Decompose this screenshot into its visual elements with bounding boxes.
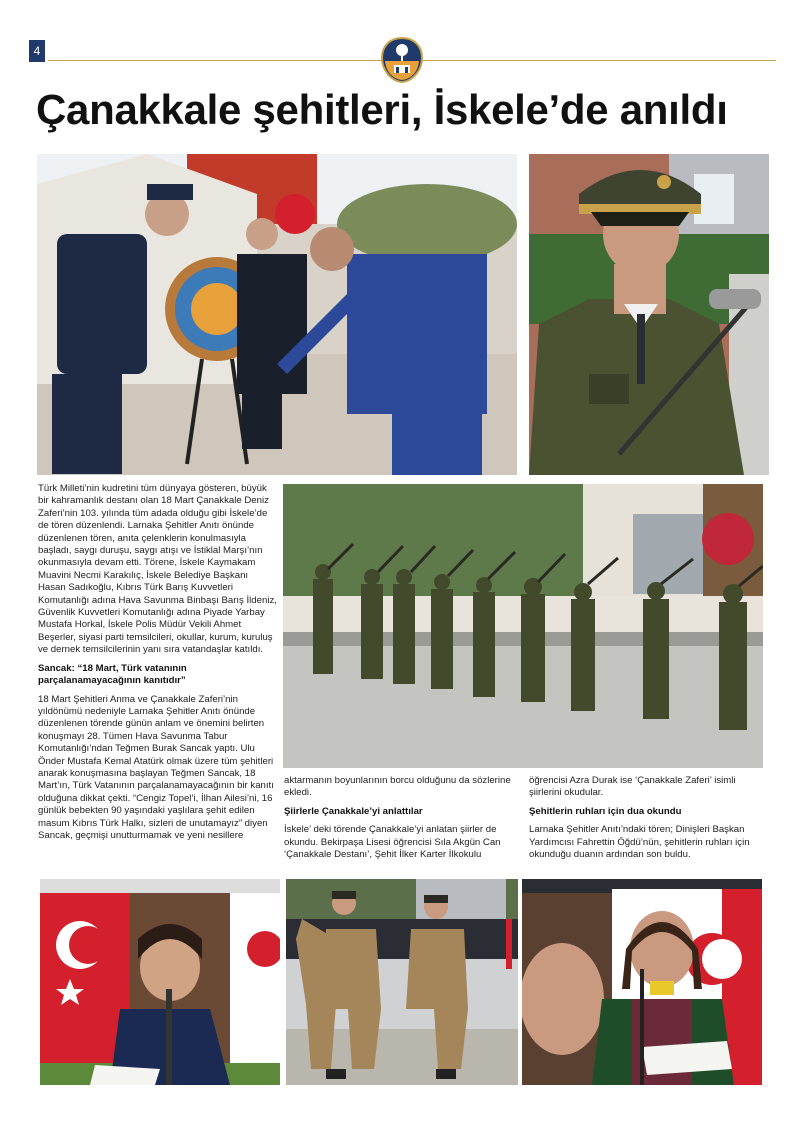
municipality-logo [381,37,423,83]
article-paragraph: İskele’ deki törende Çanakkale’yi anlatan şiirler de okundu. Bekirpaşa Lisesi öğrencisi Sıla Akgün Can ‘Çanakkale Destanı’, Şehit İlker Karter İlkokulu [284,824,501,861]
article-column-1 [38,483,278,848]
student-poem-photo-1 [40,879,280,1085]
lieutenant-speech-photo [529,154,769,475]
page-number: 4 [29,40,45,62]
article-subheading: Şehitlerin ruhları için dua okundu [529,805,682,817]
article-subheading: Sancak: “18 Mart, Türk vatanının parçalanamayacağının kanıtıdır” [38,662,187,687]
article-paragraph: öğrencisi Azra Durak ise ‘Çanakkale Zaferi’ isimli şiirlerini okudular. [529,775,736,799]
student-poem-photo-2 [522,879,762,1085]
headline: Çanakkale şehitleri, İskele’de anıldı [36,86,728,133]
article-subheading: Şiirlerle Çanakkale’yi anlattılar [284,805,423,817]
article-paragraph: Türk Milleti’nin kudretini tüm dünyaya gösteren, büyük bir kahramanlık destanı olan 18 Mart Çanakkale Deniz Zaferi’nin 103. yılında tüm adada olduğu gibi İskele’de de tören düzenlendi. Larnaka Şehitler Anıtı önünde düzenlenen tören, anıta çelenklerin konulmasıyla başladı, saygı duruşu, saygı atışı ve İstiklal Marşı’nın okunmasıyla devam etti. Törene, İskele Kaymakam Muavini Necmi Karakılıç, İskele Belediye Başkanı Hasan Sadıkoğlu, Kıbrıs Türk Barış Kuvvetleri Komutanlığı adına Hava Savunma Binbaşı Barış İldeniz, Güvenlik Kuvvetleri Komutanlığı adına Piyade Yarbay Mustafa Horkal, İskele Polis Müdür Vekili Ahmet Beşerler, siyasi parti temsilcileri, okullar, kurum, kuruluş ve dernek temsilcilerinin yanı sıra vatandaşlar katıldı. [38,483,277,656]
wreath-laying-photo [37,154,517,475]
article-paragraph: 18 Mart Şehitleri Anma ve Çanakkale Zaferi’nin yıldönümü nedeniyle Larnaka Şehitler Anıtı önünde düzenlenen törende günün anlam ve önemini belirten konuşmayı 28. Tümen Hava Savunma Tabur Komutanlığı’ndan Teğmen Burak Sancak yaptı. Ulu Önder Mustafa Kemal Atatürk olmak üzere tüm şehitleri anarak konuşmasına başlayan Teğmen Sancak, 18 Mart’ın, Türk Vatanının parçalanamayacağının bir kanıtı olduğuna dikkat çekti. “Cengiz Topel’i, İlhan Ailesi’ni, 16 günlük bebekten 90 yaşındaki yaşlılara şehit edilen masum Kıbrıs Türk Halkı, sizleri de unutamayız” diyen Sancak, geçmişi unutturmamak ve yeni nesillere [38,693,274,841]
article-column-2 [284,775,512,867]
article-column-3 [529,775,765,867]
article-paragraph: Larnaka Şehitler Anıtı’ndaki tören; Dinişleri Başkan Yardımcısı Fahrettin Öğdü’nün, şehitlerin ruhları için okunduğu duanın ardından son buldu. [529,824,750,861]
honor-guard-salute-photo [283,484,763,768]
article-paragraph: aktarmanın boyunlarının borcu olduğunu da sözlerine ekledi. [284,775,511,799]
veterans-salute-photo [286,879,518,1085]
